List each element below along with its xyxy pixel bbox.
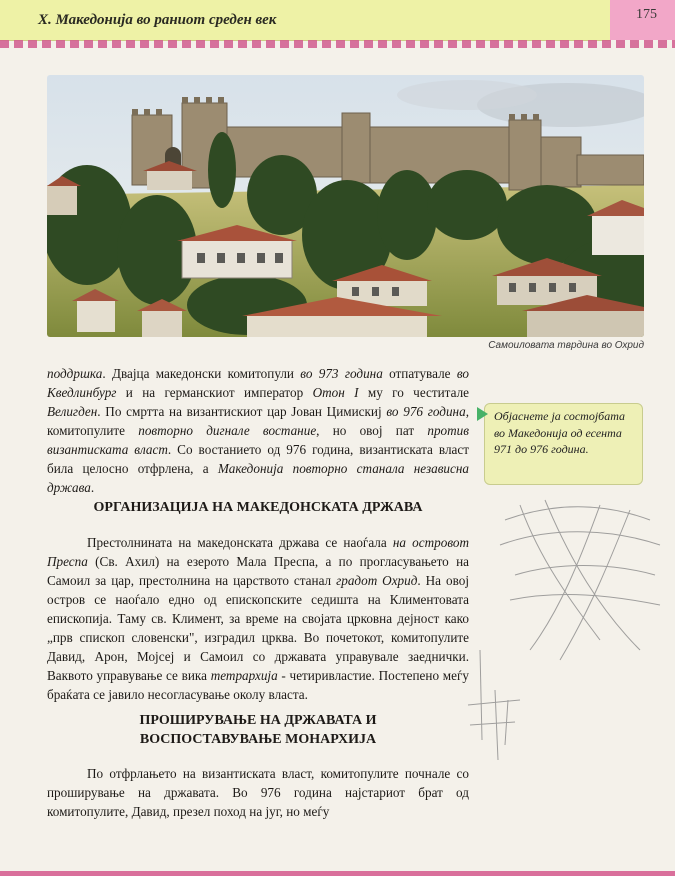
page-number: 175 (636, 7, 657, 22)
bottom-decorative-strip (0, 871, 675, 876)
text-span: . По смртта на византискиот цар Јован Цимискиј (97, 404, 387, 419)
photo-caption: Самоиловата тврдина во Охрид (488, 340, 644, 351)
chapter-title: X. Македонија во раниот среден век (38, 12, 277, 28)
section-heading-organization: ОРГАНИЗАЦИЈА НА МАКЕДОНСКАТА ДРЖАВА (93, 500, 423, 515)
text-span: Престолнината на македонската држава се наоѓала (87, 535, 393, 550)
text-span: во 976 година (386, 404, 466, 419)
text-span: . Двајца македонски комитопули (102, 366, 301, 381)
text-span: градот Охрид (336, 573, 418, 588)
question-text: Објаснете ја состојбата во Македонија од есента 971 до 976 година. (494, 409, 626, 456)
text-span: отпатувале (382, 366, 457, 381)
organization-paragraph (47, 533, 469, 704)
text-span: му го честитале (358, 385, 470, 400)
text-span: повторно дигнале востание (138, 423, 317, 438)
fortress-illustration (47, 75, 644, 337)
text-span: тетрархија (210, 668, 278, 683)
text-span: , но овој пат (316, 423, 428, 438)
text-span: . (90, 480, 95, 495)
fortress-photo (47, 75, 644, 337)
text-span: против византиската власт (47, 423, 469, 457)
text-span: во Кведлинбург (47, 366, 469, 400)
intro-paragraph (47, 364, 469, 497)
text-span: и на германскиот император (116, 385, 313, 400)
text-span: , комитопулите (47, 404, 469, 438)
expansion-text: По отфрлањето на византиската власт, комитопулите почнале со проширување на државата. Во 976 година најстариот брат од комитопулите, Давид, презел поход на југ, но меѓу (47, 766, 469, 819)
text-span: Отон I (312, 385, 359, 400)
page-number-box (610, 0, 675, 40)
expansion-paragraph (47, 764, 469, 821)
heading-line: ВОСПОСТАВУВАЊЕ МОНАРХИЈА (139, 732, 377, 747)
text-span: во 973 година (300, 366, 383, 381)
text-span: на островот Преспа (47, 535, 469, 569)
heading-line: ПРОШИРУВАЊЕ НА ДРЖАВАТА И (139, 713, 377, 728)
text-span: Македонија повторно станала независна држава (47, 461, 470, 495)
text-span: Велигден (47, 404, 98, 419)
text-span: . Со востанието од 976 година, византиската власт била целосно отфрлена, а (47, 442, 469, 476)
chapter-header-bar (0, 0, 610, 41)
triangle-arrow-icon (477, 407, 488, 421)
text-span: - четиривластие. Постепено меѓу браќата се јавило несогласување околу власта. (47, 668, 469, 702)
section-heading-expansion (47, 711, 469, 749)
text-span: поддршка (47, 366, 103, 381)
text-span: . На овој остров се наоѓало едно од епископските седишта на Климентовата епископија. Таму св. Климент, за време на својата црковна дејност како „прв спископ словенски", изградил црква. Во почетокот, комитопулите Давид, Арон, Мојсеј и Самоил со државата управувале заеднички. Ваквото управување се вика (47, 573, 469, 683)
text-span: (Св. Ахил) на езерото Мала Преспа, а по прогласувањето на Самоил за цар, престолнина на царството станал (47, 554, 469, 588)
decorative-dash-strip (0, 40, 675, 48)
